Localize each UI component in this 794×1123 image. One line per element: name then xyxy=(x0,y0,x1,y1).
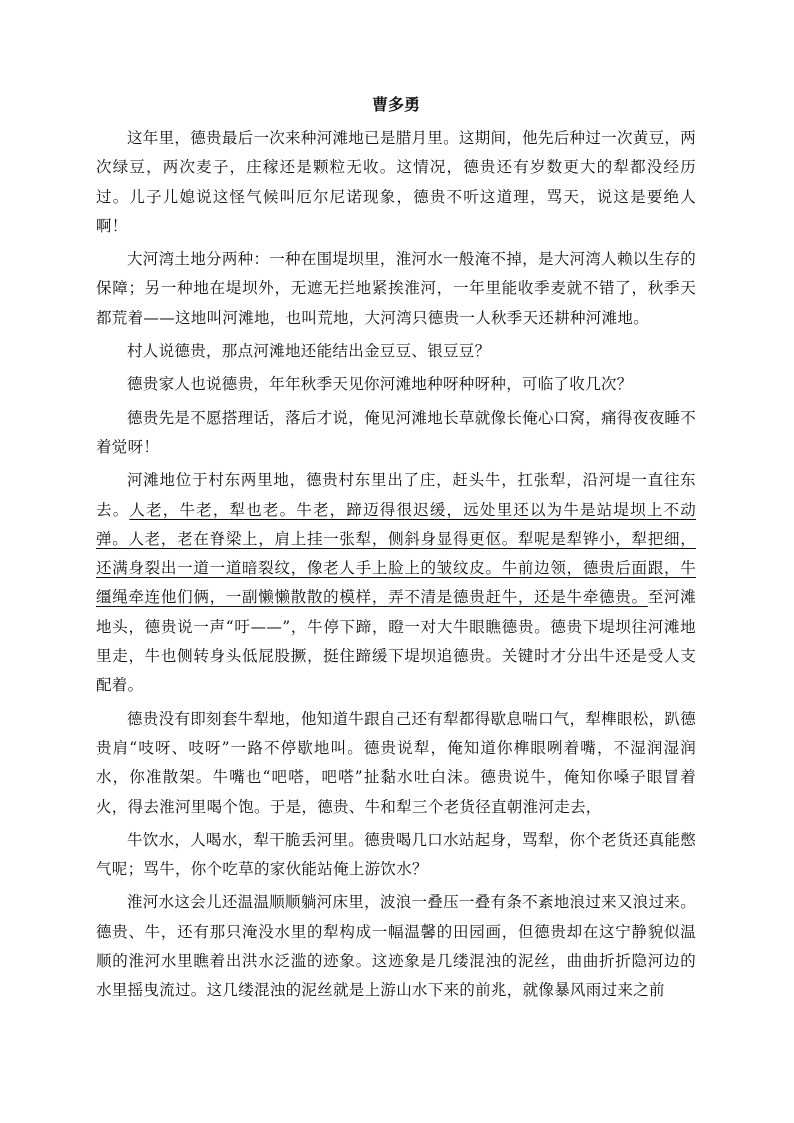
paragraph-1: 这年里，德贵最后一次来种河滩地已是腊月里。这期间，他先后种过一次黄豆，两次绿豆，两次麦子，庄稼还是颗粒无收。这情况，德贵还有岁数更大的犁都没经历过。儿子儿媳说这怪气候叫厄尔尼诺现象，德贵不听这道理，骂天，说这是要绝人啊！ xyxy=(96,129,696,235)
paragraph-4: 德贵家人也说德贵，年年秋季天见你河滩地种呀种呀种，可临了收几次？ xyxy=(127,375,633,394)
paragraph-3: 村人说德贵，那点河滩地还能结出金豆豆、银豆豆？ xyxy=(127,342,491,361)
paragraph-5: 德贵先是不愿搭理话，落后才说，俺见河滩地长草就像长俺心口窝，痛得夜夜睡不着觉呀！ xyxy=(96,408,696,456)
paragraph-8: 牛饮水，人喝水，犁干脆丢河里。德贵喝几口水站起身，骂犁，你个老货还真能憋气呢；骂牛，你个吃草的家伙能站俺上游饮水？ xyxy=(96,830,696,879)
document-page xyxy=(96,92,696,1010)
paragraph-7: 德贵没有即刻套牛犁地，他知道牛跟自己还有犁都得歇息喘口气，犁榫眼松，趴德贵肩“吱呀、吱呀”一路不停歇地叫。德贵说犁，俺知道你榫眼咧着嘴，不湿润湿润水，你准散架。牛嘴也“吧嗒，吧嗒”扯黏水吐白沫。德贵说牛，俺知你嗓子眼冒着火，得去淮河里喝个饱。于是，德贵、牛和犁三个老货径直朝淮河走去， xyxy=(96,709,696,816)
paragraph-6 xyxy=(96,466,696,700)
paragraph-6-tail: 至河滩地头，德贵说一声“吁——”，牛停下蹄，瞪一对大牛眼瞧德贵。德贵下堤坝往河滩地里走，牛也侧转身头低屁股撅，挺住蹄缓下堤坝追德贵。关键时才分出牛还是受人支配着。 xyxy=(96,588,697,695)
underlined-passage: 人老，牛老，犁也老。牛老，蹄迈得很迟缓，远处里还以为牛是站堤坝上不动弹。人老，老在脊梁上，肩上挂一张犁，侧斜身显得更伛。犁呢是犁铧小，犁把细，还满身裂出一道一道暗裂纹，像老人手上脸上的皱纹皮。牛前边领，德贵后面跟，牛缰绳牵连他们俩，一副懒懒散散的模样，弄不清是德贵赶牛，还是牛牵德贵。 xyxy=(96,500,696,607)
paragraph-6-lead: 河滩地位于村东两里地，德贵村东里出了庄，赶头牛，扛张犁，沿河堤一直往东去。 xyxy=(96,471,696,519)
paragraph-9: 淮河水这会儿还温温顺顺躺河床里，波浪一叠压一叠有条不紊地浪过来又浪过来。德贵、牛，还有那只淹没水里的犁构成一幅温馨的田园画，但德贵却在这宁静貌似温顺的淮河水里瞧着出洪水泛滥的迹象。这迹象是几缕混浊的泥丝，曲曲折折隐河边的水里摇曳流过。这几缕混浊的泥丝就是上游山水下来的前兆，就像暴风雨过来之前 xyxy=(96,893,696,1000)
paragraph-2: 大河湾土地分两种：一种在围堤坝里，淮河水一般淹不掉，是大河湾人赖以生存的保障；另一种地在堤坝外，无遮无拦地紧挨淮河，一年里能收季麦就不错了，秋季天都荒着——这地叫河滩地，也叫荒地，大河湾只德贵一人秋季天还耕种河滩地。 xyxy=(96,250,696,327)
author-title: 曹多勇 xyxy=(371,95,420,114)
